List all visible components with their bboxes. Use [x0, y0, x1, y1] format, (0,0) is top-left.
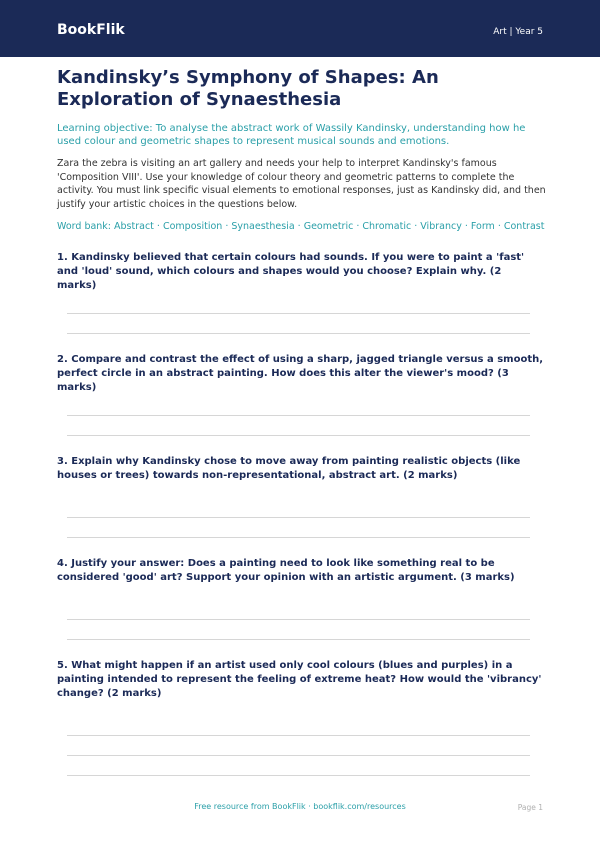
question-4: 4. Justify your answer: Does a painting need to look like something real to be considered 'good' art? Support your opinion with an artistic argument. (3 marks)	[57, 558, 515, 583]
page-number: Page 1	[517, 803, 543, 812]
answer-line[interactable]	[67, 735, 530, 736]
question-3: 3. Explain why Kandinsky chose to move away from painting realistic objects (like houses or trees) towards non-representational, abstract art. (2 marks)	[57, 456, 521, 481]
page-title: Kandinsky’s Symphony of Shapes: An Exploration of Synaesthesia	[57, 67, 439, 110]
answer-line[interactable]	[67, 537, 530, 538]
learning-objective: Learning objective: To analyse the abstract work of Wassily Kandinsky, understanding how he used colour and geometric shapes to represent musical sounds and emotions.	[57, 123, 526, 147]
footer-resource-link[interactable]: Free resource from BookFlik · bookflik.com/resources	[194, 802, 406, 811]
answer-line[interactable]	[67, 435, 530, 436]
answer-line[interactable]	[67, 415, 530, 416]
word-bank: Word bank: Abstract · Composition · Synaesthesia · Geometric · Chromatic · Vibrancy · Form · Contrast	[57, 221, 545, 232]
question-1: 1. Kandinsky believed that certain colours had sounds. If you were to paint a 'fast' and 'loud' sound, which colours and shapes would you choose? Explain why. (2 marks)	[57, 252, 525, 291]
answer-line[interactable]	[67, 333, 530, 334]
answer-line[interactable]	[67, 313, 530, 314]
question-2: 2. Compare and contrast the effect of using a sharp, jagged triangle versus a smooth, perfect circle in an abstract painting. How does this alter the viewer's mood? (3 marks)	[57, 354, 544, 393]
intro-paragraph: Zara the zebra is visiting an art gallery and needs your help to interpret Kandinsky's famous 'Composition VIII'. Use your knowledge of colour theory and geometric patterns to complete the activity. You must link specific visual elements to emotional responses, just as Kandinsky did, and then justify your artistic choices in the questions below.	[57, 158, 546, 210]
answer-line[interactable]	[67, 755, 530, 756]
brand-logo[interactable]: BookFlik	[57, 22, 125, 38]
question-5: 5. What might happen if an artist used only cool colours (blues and purples) in a painting intended to represent the feeling of extreme heat? How would the 'vibrancy' change? (2 marks)	[57, 660, 542, 699]
answer-line[interactable]	[67, 775, 530, 776]
subject-year-label: Art | Year 5	[493, 27, 543, 37]
answer-line[interactable]	[67, 619, 530, 620]
answer-line[interactable]	[67, 517, 530, 518]
answer-line[interactable]	[67, 639, 530, 640]
header-bar	[0, 0, 600, 57]
